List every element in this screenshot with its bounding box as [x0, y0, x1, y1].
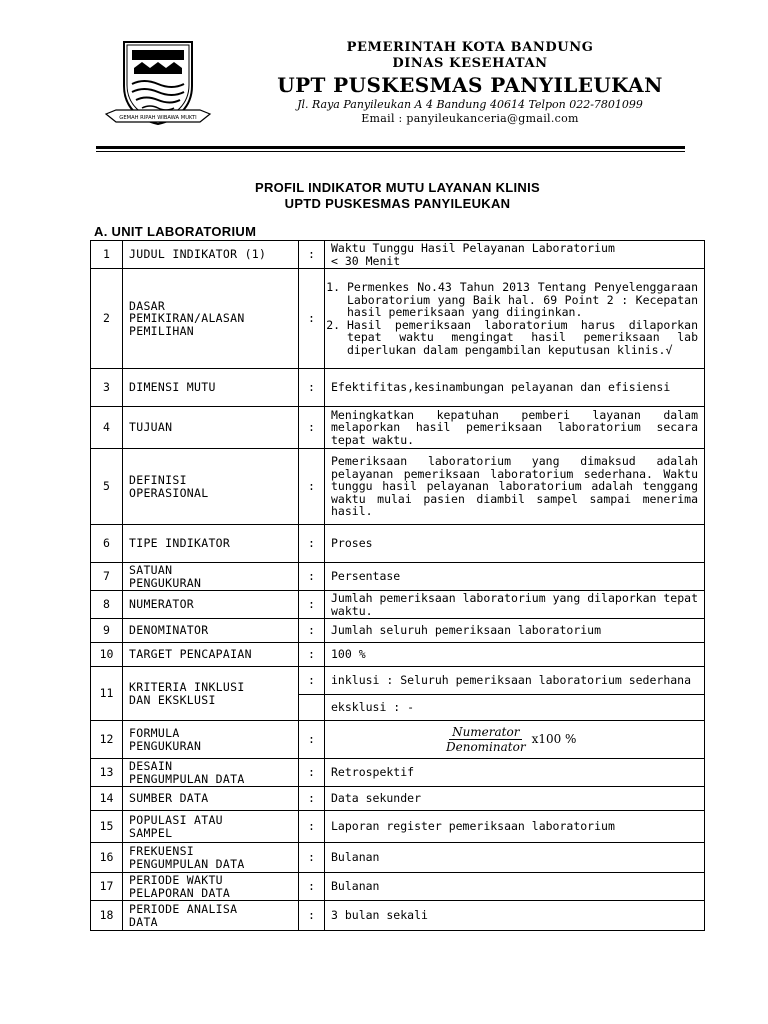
row-colon: :	[299, 449, 325, 525]
row-colon: :	[299, 369, 325, 407]
row-label	[123, 843, 299, 873]
formula-numerator: Numerator	[449, 726, 522, 741]
row-colon: :	[299, 563, 325, 591]
table-row	[91, 667, 705, 695]
document-title: PROFIL INDIKATOR MUTU LAYANAN KLINIS	[254, 180, 541, 195]
label-line: DASAR	[129, 298, 166, 313]
row-colon: :	[299, 873, 325, 901]
row-colon: :	[299, 591, 325, 619]
row-colon: :	[299, 787, 325, 811]
row-value: Laporan register pemeriksaan laboratorium	[325, 811, 705, 843]
row-colon: :	[299, 407, 325, 449]
row-value	[325, 241, 705, 269]
row-number: 6	[91, 525, 123, 563]
label-line: SAMPEL	[129, 825, 173, 840]
row-label: TIPE INDIKATOR	[123, 525, 299, 563]
table-row	[91, 449, 705, 525]
indicator-profile-table	[90, 240, 705, 931]
table-row	[91, 407, 705, 449]
formula-denominator: Denominator	[446, 740, 526, 754]
row-number: 12	[91, 721, 123, 759]
label-line: PEMILIHAN	[129, 323, 195, 338]
row-colon: :	[299, 667, 325, 695]
row-label	[123, 811, 299, 843]
row-number: 4	[91, 407, 123, 449]
city-crest-logo	[104, 38, 212, 130]
label-line: PEMIKIRAN/ALASAN	[129, 311, 245, 326]
row-number: 9	[91, 619, 123, 643]
label-line: PENGUMPULAN DATA	[129, 771, 245, 786]
table-row	[91, 873, 705, 901]
row-value-exclusion: eksklusi : -	[325, 695, 705, 721]
table-row	[91, 643, 705, 667]
row-number: 14	[91, 787, 123, 811]
row-value: Data sekunder	[325, 787, 705, 811]
value-line: < 30 Menit	[331, 253, 401, 268]
row-label	[123, 667, 299, 721]
row-value: 3 bulan sekali	[325, 901, 705, 931]
table-row	[91, 843, 705, 873]
row-colon: :	[299, 241, 325, 269]
label-line: PENGUMPULAN DATA	[129, 856, 245, 871]
label-line: DESAIN	[129, 759, 173, 773]
row-colon: :	[299, 525, 325, 563]
row-label: JUDUL INDIKATOR (1)	[123, 241, 299, 269]
reference-list	[331, 281, 698, 356]
row-number: 3	[91, 369, 123, 407]
list-item: 2. Hasil pemeriksaan laboratorium harus dilaporkan tepat waktu mengingat hasil pemeriksaan lab diperlukan dalam pengambilan keputusan klinis.√	[347, 319, 698, 357]
label-line: PERIODE WAKTU	[129, 873, 223, 887]
table-row	[91, 525, 705, 563]
section-heading: A. UNIT LABORATORIUM	[94, 224, 257, 239]
label-line: DAN EKSKLUSI	[129, 692, 216, 707]
label-line: KRITERIA INKLUSI	[129, 680, 245, 694]
row-number: 11	[91, 667, 123, 721]
row-label: NUMERATOR	[123, 591, 299, 619]
letterhead	[230, 40, 710, 126]
row-label	[123, 721, 299, 759]
label-line: FORMULA	[129, 726, 180, 740]
table-row	[91, 269, 705, 369]
letterhead-email: Email : panyileukanceria@gmail.com	[361, 112, 579, 125]
row-label: TUJUAN	[123, 407, 299, 449]
table-row	[91, 901, 705, 931]
row-value: Jumlah pemeriksaan laboratorium yang dilaporkan tepat waktu.	[325, 591, 705, 619]
label-line: PENGUKURAN	[129, 738, 202, 753]
row-number: 7	[91, 563, 123, 591]
row-value: Pemeriksaan laboratorium yang dimaksud adalah pelayanan pemeriksaan laboratorium sederhana. Waktu tunggu hasil pelayanan laboratorium adalah tenggang waktu mulai pasien diambil sampel sampai menerima hasil.	[325, 449, 705, 525]
row-colon: :	[299, 811, 325, 843]
table-row	[91, 563, 705, 591]
row-colon: :	[299, 643, 325, 667]
row-number: 18	[91, 901, 123, 931]
table-row	[91, 369, 705, 407]
letterhead-department: DINAS KESEHATAN	[392, 56, 548, 71]
row-colon: :	[299, 901, 325, 931]
label-line: FREKUENSI	[129, 844, 195, 858]
row-label	[123, 873, 299, 901]
document-subtitle: UPTD PUSKESMAS PANYILEUKAN	[284, 196, 511, 211]
row-label	[123, 449, 299, 525]
row-label	[123, 563, 299, 591]
table-row	[91, 787, 705, 811]
table-row	[91, 591, 705, 619]
row-value	[325, 721, 705, 759]
letterhead-address: Jl. Raya Panyileukan A 4 Bandung 40614 Telpon 022-7801099	[297, 98, 643, 111]
table-row	[91, 759, 705, 787]
row-number: 5	[91, 449, 123, 525]
logo-motto: GEMAH RIPAH WIBAWA MUKTI	[119, 115, 197, 121]
table-row	[91, 811, 705, 843]
row-colon-empty	[299, 695, 325, 721]
row-value: Persentase	[325, 563, 705, 591]
label-line: OPERASIONAL	[129, 485, 209, 500]
row-value: Bulanan	[325, 843, 705, 873]
row-colon: :	[299, 619, 325, 643]
label-line: DEFINISI	[129, 473, 187, 487]
label-line: PELAPORAN DATA	[129, 885, 231, 900]
letterhead-institution: UPT PUSKESMAS PANYILEUKAN	[277, 73, 663, 97]
row-label	[123, 269, 299, 369]
row-number: 8	[91, 591, 123, 619]
row-colon: :	[299, 759, 325, 787]
row-number: 15	[91, 811, 123, 843]
measurement-formula	[443, 726, 576, 754]
row-value: 100 %	[325, 643, 705, 667]
value-line: Waktu Tunggu Hasil Pelayanan Laboratorium	[331, 241, 615, 255]
label-line: POPULASI ATAU	[129, 813, 223, 827]
row-number: 2	[91, 269, 123, 369]
label-line: PERIODE ANALISA	[129, 902, 238, 916]
label-line: SATUAN	[129, 563, 173, 577]
formula-multiplier: x100 %	[531, 732, 577, 747]
label-line: PENGUKURAN	[129, 575, 202, 590]
row-value-inclusion: inklusi : Seluruh pemeriksaan laboratorium sederhana	[325, 667, 705, 695]
list-item: 1. Permenkes No.43 Tahun 2013 Tentang Penyelenggaraan Laboratorium yang Baik hal. 69 Point 2 : Kecepatan hasil pemeriksaan yang diinginkan.	[347, 281, 698, 319]
row-colon: :	[299, 269, 325, 369]
row-colon: :	[299, 721, 325, 759]
row-label: TARGET PENCAPAIAN	[123, 643, 299, 667]
row-colon: :	[299, 843, 325, 873]
row-value: Proses	[325, 525, 705, 563]
row-number: 13	[91, 759, 123, 787]
row-label: DENOMINATOR	[123, 619, 299, 643]
row-number: 16	[91, 843, 123, 873]
row-value: Retrospektif	[325, 759, 705, 787]
row-number: 10	[91, 643, 123, 667]
row-value: Efektifitas,kesinambungan pelayanan dan efisiensi	[325, 369, 705, 407]
row-value: Meningkatkan kepatuhan pemberi layanan dalam melaporkan hasil pemeriksaan laboratorium secara tepat waktu.	[325, 407, 705, 449]
row-value	[325, 269, 705, 369]
letterhead-rule-thin	[96, 151, 685, 152]
row-value: Bulanan	[325, 873, 705, 901]
label-line: DATA	[129, 914, 158, 929]
row-number: 17	[91, 873, 123, 901]
row-label: DIMENSI MUTU	[123, 369, 299, 407]
letterhead-rule-thick	[96, 146, 685, 149]
row-label: SUMBER DATA	[123, 787, 299, 811]
row-value: Jumlah seluruh pemeriksaan laboratorium	[325, 619, 705, 643]
row-number: 1	[91, 241, 123, 269]
row-label	[123, 901, 299, 931]
row-label	[123, 759, 299, 787]
letterhead-government: PEMERINTAH KOTA BANDUNG	[346, 40, 594, 55]
table-row	[91, 241, 705, 269]
table-row	[91, 619, 705, 643]
table-row	[91, 721, 705, 759]
